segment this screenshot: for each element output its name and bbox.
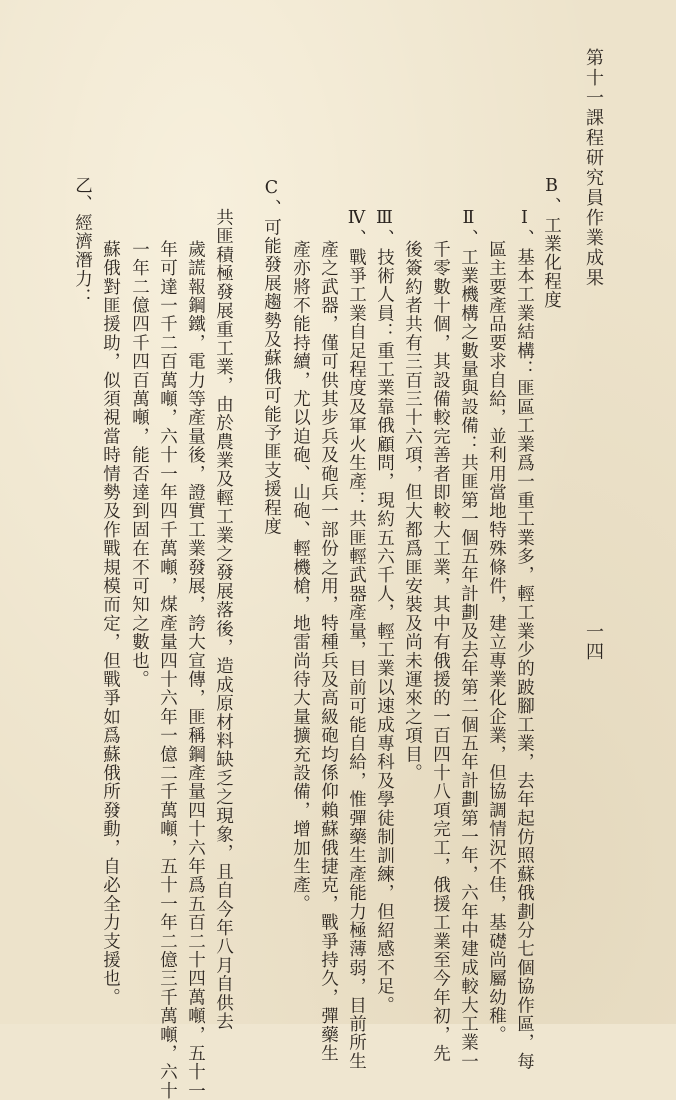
- text-line: Ⅲ、技術人員：重工業靠俄顧問，現約五六千人，輕工業以速成專科及學徒制訓練，但紹感不足。: [374, 208, 395, 1015]
- text-line: Ⅳ、戰爭工業自足程度及軍火生產：共匪輕武器產量，目前可能自給，惟彈藥生產能力極薄弱，目前所生: [346, 208, 367, 1071]
- text-line: 一年二億四千四百萬噸，能否達到固在不可知之數也。: [129, 240, 150, 689]
- text-line: 歲謊報鋼鐵，電力等產量後，證實工業發展，誇大宣傳，匪稱鋼產量四十六年爲五百二十四萬噸，五十一: [185, 240, 206, 1100]
- text-line: C、可能發展趨勢及蘇俄可能予匪支援程度: [261, 178, 282, 536]
- text-line: B、工業化程度: [541, 176, 562, 310]
- text-line: 產之武器，僅可供其步兵及砲兵一部份之用，特種兵及高級砲均係仰賴蘇俄捷克，戰爭持久，彈藥生: [318, 240, 339, 1063]
- text-line: 區主要產品要求自給，並利用當地特殊條件，建立專業化企業，但協調情況不佳，基礎尚屬幼稚。: [486, 240, 507, 1045]
- text-line: Ⅰ、基本工業結構：匪區工業爲一重工業多，輕工業少的跛腳工業，去年起仿照蘇俄劃分七個協作區，每: [514, 208, 535, 1071]
- text-line: 千零數十個，其設備較完善者即較大工業，其中有俄援的一百四十八項完工，俄援工業至今年初，先: [430, 240, 451, 1063]
- text-line: Ⅱ、工業機構之數量與設備：共匪第一個五年計劃及去年第二個五年計劃第一年，六年中建成較大工業一: [458, 208, 479, 1071]
- text-line: 年可達一千二百萬噸，六十一年四千萬噸，煤產量四十六年一億二千萬噸，五十一年二億三千萬噸，六十: [157, 240, 178, 1100]
- page-number: 一四: [583, 622, 604, 662]
- text-line: 後簽約者共有三百三十六項，但大都爲匪安裝及尚未運來之項目。: [402, 240, 423, 783]
- text-line: 產亦將不能持續，尤以迫砲、山砲、輕機槍，地雷尚待大量擴充設備，增加生產。: [290, 240, 311, 914]
- text-line: 乙、經濟潛力：: [72, 176, 93, 307]
- running-title: 第十一課程研究員作業成果: [583, 48, 604, 288]
- text-line: 蘇俄對匪援助，似須視當時情勢及作戰規模而定，但戰爭如爲蘇俄所發動，自必全力支援也。: [100, 240, 121, 1007]
- text-line: 共匪積極發展重工業，由於農業及輕工業之發展落後，造成原材料缺乏之現象，且自今年八月自供去: [213, 208, 234, 1031]
